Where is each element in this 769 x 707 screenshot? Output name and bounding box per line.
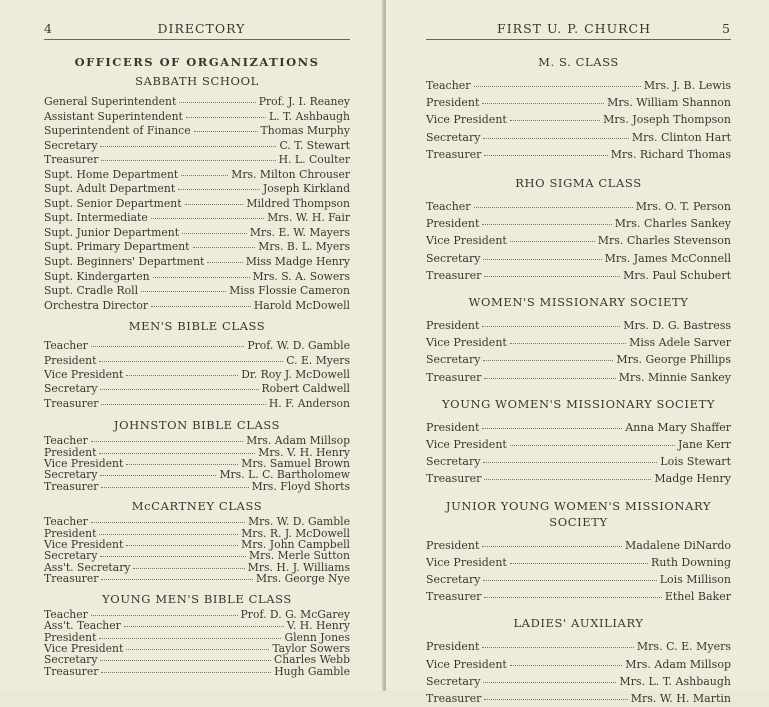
officer-role: President bbox=[426, 217, 480, 231]
section-men-s-bible-class bbox=[44, 318, 350, 411]
dot-leader bbox=[141, 291, 226, 292]
officer-name: Lois Millison bbox=[659, 573, 731, 587]
officer-role: Supt. Primary Department bbox=[44, 240, 190, 254]
officer-entry bbox=[426, 146, 731, 163]
section-title: RHO SIGMA CLASS bbox=[515, 176, 642, 191]
officer-entry bbox=[426, 232, 731, 249]
officer-entry bbox=[426, 656, 731, 673]
dot-leader bbox=[207, 262, 242, 263]
officer-name: Hugh Gamble bbox=[274, 664, 350, 678]
dot-leader bbox=[101, 160, 275, 161]
officer-name: Miss Flossie Cameron bbox=[229, 284, 350, 298]
dot-leader bbox=[100, 660, 271, 661]
officer-name: L. T. Ashbaugh bbox=[269, 109, 350, 123]
officer-role: Treasurer bbox=[44, 572, 99, 586]
section-ladies-auxiliary bbox=[426, 615, 731, 707]
officer-name: Joseph Kirkland bbox=[262, 182, 350, 196]
officer-role: Teacher bbox=[44, 515, 88, 529]
officer-name: Mrs. W. D. Gamble bbox=[248, 515, 350, 529]
section-title: LADIES' AUXILIARY bbox=[513, 616, 644, 631]
dot-leader bbox=[100, 389, 258, 390]
officer-name: Mrs. E. W. Mayers bbox=[249, 225, 350, 239]
officer-role: Secretary bbox=[44, 468, 98, 482]
dot-leader bbox=[483, 580, 656, 581]
officer-role: Supt. Beginners' Department bbox=[44, 255, 205, 269]
officer-role: Teacher bbox=[426, 79, 471, 92]
officer-role: Secretary bbox=[426, 674, 481, 688]
officer-name: Prof. D. G. McGarey bbox=[240, 607, 350, 621]
section-title: McCARTNEY CLASS bbox=[131, 499, 263, 514]
dot-leader bbox=[193, 247, 256, 248]
officer-entry bbox=[44, 240, 350, 255]
right-running-title: FIRST U. P. CHURCH bbox=[497, 21, 651, 36]
officer-name: Mrs. John Campbell bbox=[241, 538, 350, 552]
dot-leader bbox=[151, 306, 251, 307]
section-title: JOHNSTON BIBLE CLASS bbox=[113, 418, 281, 433]
officer-entry bbox=[426, 94, 731, 111]
officer-name: Madge Henry bbox=[654, 472, 731, 486]
officer-name: Mrs. Minnie Sankey bbox=[618, 370, 731, 384]
officer-name: Mrs. Merle Sutton bbox=[249, 549, 350, 563]
dot-leader bbox=[178, 189, 260, 190]
officer-entry bbox=[44, 368, 350, 382]
officer-name: Madalene DiNardo bbox=[625, 538, 731, 552]
officer-role: Teacher bbox=[426, 200, 471, 214]
officer-name: Mrs. W. H. Martin bbox=[630, 692, 731, 706]
dot-leader bbox=[483, 259, 601, 260]
officer-role: Ass't. Teacher bbox=[44, 619, 121, 633]
officer-role: Supt. Home Department bbox=[44, 167, 179, 181]
officer-role: Treasurer bbox=[44, 479, 99, 493]
officer-name: C. E. Myers bbox=[286, 353, 350, 367]
officer-name: Mrs. O. T. Person bbox=[635, 200, 731, 214]
officer-entry bbox=[426, 317, 731, 334]
dot-leader bbox=[474, 207, 633, 208]
dot-leader bbox=[482, 546, 622, 547]
section-m-s-class bbox=[426, 54, 731, 163]
officer-name: V. H. Henry bbox=[286, 619, 350, 633]
dot-leader bbox=[99, 638, 281, 639]
officer-role: Secretary bbox=[426, 130, 481, 144]
dot-leader bbox=[91, 615, 238, 616]
dot-leader bbox=[483, 462, 657, 463]
officer-name: Mrs. R. J. McDowell bbox=[241, 526, 350, 540]
right-running-head bbox=[426, 0, 731, 40]
officer-role: Vice President bbox=[426, 234, 507, 248]
officer-entry bbox=[44, 153, 350, 168]
dot-leader bbox=[126, 649, 269, 650]
officer-entry bbox=[44, 299, 350, 314]
officer-role: President bbox=[426, 420, 480, 434]
officer-role: Orchestra Director bbox=[44, 298, 149, 312]
officer-name: H. F. Anderson bbox=[268, 396, 350, 410]
officer-name: Mrs. Samuel Brown bbox=[241, 457, 350, 471]
officer-role: Treasurer bbox=[426, 590, 482, 604]
dot-leader bbox=[510, 563, 648, 564]
dot-leader bbox=[126, 545, 238, 546]
officer-name: Mrs. Charles Sankey bbox=[614, 217, 731, 231]
dot-leader bbox=[99, 534, 238, 535]
officer-entry bbox=[44, 284, 350, 299]
officer-name: Mrs. L. T. Ashbaugh bbox=[619, 674, 731, 688]
officer-entry bbox=[426, 250, 731, 267]
section-young-men-s-bible-class bbox=[44, 591, 350, 677]
dot-leader bbox=[179, 102, 255, 103]
officer-entry bbox=[426, 215, 731, 232]
officer-entry bbox=[426, 673, 731, 690]
officer-entry bbox=[44, 339, 350, 353]
officer-role: Treasurer bbox=[44, 664, 99, 678]
section-title: WOMEN'S MISSIONARY SOCIETY bbox=[468, 295, 689, 310]
officer-name: Ethel Baker bbox=[664, 590, 731, 604]
officer-name: Mrs. S. A. Sowers bbox=[252, 269, 350, 283]
officer-role: Vice President bbox=[44, 538, 124, 552]
officer-entry bbox=[426, 369, 731, 386]
dot-leader bbox=[185, 204, 244, 205]
dot-leader bbox=[153, 277, 250, 278]
dot-leader bbox=[510, 241, 595, 242]
officer-name: H. L. Coulter bbox=[278, 153, 350, 167]
officer-entry bbox=[44, 481, 350, 492]
officer-role: Vice President bbox=[44, 457, 124, 471]
right-page-number: 5 bbox=[722, 21, 731, 36]
officer-role: Supt. Intermediate bbox=[44, 211, 148, 225]
right-page bbox=[386, 0, 769, 706]
section-title: YOUNG MEN'S BIBLE CLASS bbox=[102, 591, 292, 606]
officer-entry bbox=[426, 537, 731, 554]
dot-leader bbox=[151, 218, 264, 219]
officer-entry bbox=[426, 470, 731, 487]
main-title: OFFICERS OF ORGANIZATIONS bbox=[74, 55, 320, 69]
section-mccartney-class bbox=[44, 498, 350, 584]
section-title: MEN'S BIBLE CLASS bbox=[128, 319, 266, 334]
officer-role: Teacher bbox=[44, 434, 88, 448]
officer-entry bbox=[426, 111, 731, 128]
officer-role: President bbox=[426, 96, 480, 110]
dot-leader bbox=[484, 378, 615, 379]
officer-entry bbox=[44, 255, 350, 270]
dot-leader bbox=[484, 479, 651, 480]
officer-entry bbox=[44, 197, 350, 212]
officer-role: Secretary bbox=[426, 251, 481, 265]
dot-leader bbox=[484, 597, 661, 598]
section-title: YOUNG WOMEN'S MISSIONARY SOCIETY bbox=[441, 396, 716, 411]
dot-leader bbox=[510, 120, 600, 121]
officer-role: Vice President bbox=[426, 555, 507, 569]
section-title: M. S. CLASS bbox=[538, 55, 619, 69]
officer-role: Secretary bbox=[44, 382, 98, 396]
officer-entry bbox=[426, 690, 731, 707]
officer-entry bbox=[426, 453, 731, 470]
dot-leader bbox=[182, 233, 247, 234]
officer-role: Supt. Adult Department bbox=[44, 182, 176, 196]
officer-role: Supt. Cradle Roll bbox=[44, 284, 139, 298]
officer-role: Vice President bbox=[426, 438, 507, 452]
officer-entry bbox=[426, 588, 731, 605]
dot-leader bbox=[124, 626, 284, 627]
officer-name: Mrs. D. G. Bastress bbox=[623, 319, 731, 333]
section-title: JUNIOR YOUNG WOMEN'S MISSIONARY SOCIETY bbox=[445, 498, 712, 529]
officer-entry bbox=[44, 354, 350, 368]
officer-role: President bbox=[426, 640, 480, 654]
dot-leader bbox=[91, 522, 245, 523]
officer-name: Mildred Thompson bbox=[246, 196, 350, 210]
left-running-head bbox=[44, 0, 350, 40]
officer-name: Lois Stewart bbox=[660, 455, 731, 469]
officer-name: Mrs. W. H. Fair bbox=[267, 211, 350, 225]
officer-role: Treasurer bbox=[426, 692, 482, 706]
officer-name: Thomas Murphy bbox=[260, 124, 350, 138]
officer-name: Taylor Sowers bbox=[272, 641, 350, 655]
officer-role: Secretary bbox=[44, 138, 98, 152]
officer-entry bbox=[44, 270, 350, 285]
officer-entry bbox=[426, 554, 731, 571]
dot-leader bbox=[101, 487, 248, 488]
dot-leader bbox=[483, 682, 616, 683]
officer-entry bbox=[426, 436, 731, 453]
dot-leader bbox=[482, 224, 611, 225]
officer-entry bbox=[44, 397, 350, 411]
dot-leader bbox=[510, 445, 675, 446]
officer-role: Treasurer bbox=[426, 370, 482, 384]
officer-entry bbox=[44, 168, 350, 183]
officer-name: Harold McDowell bbox=[253, 298, 350, 312]
officer-name: Mrs. Joseph Thompson bbox=[603, 113, 731, 127]
officer-entry bbox=[44, 139, 350, 154]
officer-name: C. T. Stewart bbox=[279, 138, 350, 152]
dot-leader bbox=[99, 453, 255, 454]
officer-role: President bbox=[44, 445, 97, 459]
officer-name: Mrs. Floyd Shorts bbox=[251, 479, 350, 493]
officer-role: Secretary bbox=[426, 353, 481, 367]
officer-entry bbox=[426, 638, 731, 655]
dot-leader bbox=[194, 131, 258, 132]
dot-leader bbox=[101, 672, 271, 673]
officer-name: Mrs. J. B. Lewis bbox=[643, 79, 731, 92]
officer-entry bbox=[426, 351, 731, 368]
dot-leader bbox=[484, 155, 607, 156]
dot-leader bbox=[133, 568, 244, 569]
dot-leader bbox=[482, 428, 622, 429]
officer-name: Ruth Downing bbox=[651, 555, 731, 569]
left-page-number: 4 bbox=[44, 21, 53, 36]
officer-name: Miss Madge Henry bbox=[245, 255, 350, 269]
dot-leader bbox=[181, 175, 228, 176]
officer-role: Treasurer bbox=[426, 268, 482, 282]
officer-role: General Superintendent bbox=[44, 95, 177, 108]
officer-role: Ass't. Secretary bbox=[44, 560, 131, 574]
section-rho-sigma-class bbox=[426, 175, 731, 284]
officer-role: Secretary bbox=[426, 455, 481, 469]
officer-role: Supt. Kindergarten bbox=[44, 269, 150, 283]
dot-leader bbox=[474, 86, 641, 87]
officer-role: President bbox=[44, 630, 97, 644]
dot-leader bbox=[101, 579, 253, 580]
officer-name: Mrs. James McConnell bbox=[604, 251, 731, 265]
officer-name: Mrs. V. H. Henry bbox=[258, 445, 350, 459]
officer-entry bbox=[44, 435, 350, 446]
officer-entry bbox=[44, 516, 350, 527]
right-sections bbox=[426, 54, 731, 707]
officer-name: Mrs. C. E. Myers bbox=[636, 640, 731, 654]
dot-leader bbox=[101, 404, 265, 405]
section-title: SABBATH SCHOOL bbox=[135, 74, 259, 88]
officer-role: President bbox=[44, 526, 97, 540]
officer-entry bbox=[44, 95, 350, 110]
officer-name: Mrs. H. J. Williams bbox=[247, 560, 350, 574]
officer-entry bbox=[426, 334, 731, 351]
officer-entry bbox=[44, 182, 350, 197]
dot-leader bbox=[100, 556, 246, 557]
dot-leader bbox=[100, 146, 276, 147]
dot-leader bbox=[484, 699, 627, 700]
officer-name: Dr. Roy J. McDowell bbox=[241, 368, 350, 382]
officer-role: Vice President bbox=[426, 336, 507, 350]
dot-leader bbox=[483, 138, 628, 139]
officer-role: Secretary bbox=[44, 549, 98, 563]
officer-role: President bbox=[44, 353, 97, 367]
officer-role: Superintendent of Finance bbox=[44, 124, 191, 138]
officer-name: Mrs. William Shannon bbox=[607, 96, 731, 110]
dot-leader bbox=[482, 647, 634, 648]
officer-role: Treasurer bbox=[44, 396, 99, 410]
officer-name: Mrs. Adam Millsop bbox=[625, 657, 731, 671]
officer-name: Jane Kerr bbox=[677, 438, 731, 452]
dot-leader bbox=[482, 326, 620, 327]
dot-leader bbox=[91, 441, 243, 442]
officer-name: Prof. W. D. Gamble bbox=[247, 339, 350, 353]
officer-role: Secretary bbox=[426, 573, 481, 587]
left-page bbox=[0, 0, 384, 691]
officer-entry bbox=[44, 226, 350, 241]
officer-role: Vice President bbox=[44, 368, 124, 382]
officer-entry bbox=[44, 620, 350, 631]
dot-leader bbox=[510, 665, 622, 666]
officer-role: Teacher bbox=[44, 339, 88, 353]
officer-name: Mrs. Adam Millsop bbox=[246, 434, 350, 448]
officer-role: Teacher bbox=[44, 607, 88, 621]
section-sabbath-school bbox=[44, 73, 350, 313]
dot-leader bbox=[484, 276, 620, 277]
officer-name: Prof. J. I. Reaney bbox=[258, 95, 350, 108]
section-junior-young-women-s-missionary-society bbox=[426, 498, 731, 606]
officer-role: President bbox=[426, 538, 480, 552]
section-johnston-bible-class bbox=[44, 417, 350, 492]
officer-name: Mrs. Paul Schubert bbox=[623, 268, 731, 282]
officer-name: Mrs. B. L. Myers bbox=[258, 240, 350, 254]
officer-role: Vice President bbox=[44, 641, 124, 655]
officer-entry bbox=[44, 382, 350, 396]
officer-entry bbox=[426, 198, 731, 215]
officer-entry bbox=[426, 267, 731, 284]
officer-name: Glenn Jones bbox=[284, 630, 350, 644]
officer-role: Treasurer bbox=[426, 147, 482, 161]
officer-role: Vice President bbox=[426, 113, 507, 127]
section-young-women-s-missionary-society bbox=[426, 396, 731, 488]
officer-entry bbox=[44, 666, 350, 677]
officer-entry bbox=[426, 77, 731, 94]
officer-name: Mrs. L. C. Bartholomew bbox=[219, 468, 350, 482]
officer-entry bbox=[426, 419, 731, 436]
officer-name: Miss Adele Sarver bbox=[629, 336, 731, 350]
left-running-title: DIRECTORY bbox=[157, 21, 246, 36]
dot-leader bbox=[186, 117, 266, 118]
officer-role: Treasurer bbox=[44, 153, 99, 167]
officer-entry bbox=[44, 211, 350, 226]
dot-leader bbox=[126, 464, 238, 465]
officer-name: Mrs. Milton Chrouser bbox=[231, 167, 350, 181]
officer-role: Supt. Junior Department bbox=[44, 225, 180, 239]
officer-name: Mrs. Clinton Hart bbox=[631, 130, 731, 144]
officer-role: Treasurer bbox=[426, 472, 482, 486]
officer-entry bbox=[44, 110, 350, 125]
officer-name: Mrs. George Phillips bbox=[616, 353, 731, 367]
officer-entry bbox=[426, 571, 731, 588]
dot-leader bbox=[91, 346, 245, 347]
officer-role: Secretary bbox=[44, 653, 98, 667]
officer-name: Mrs. Charles Stevenson bbox=[597, 234, 731, 248]
officer-name: Charles Webb bbox=[273, 653, 350, 667]
officer-entry bbox=[426, 129, 731, 146]
dot-leader bbox=[99, 361, 283, 362]
officer-role: Supt. Senior Department bbox=[44, 196, 182, 210]
dot-leader bbox=[100, 475, 216, 476]
dot-leader bbox=[483, 360, 613, 361]
dot-leader bbox=[510, 343, 626, 344]
dot-leader bbox=[126, 375, 238, 376]
officer-name: Mrs. George Nye bbox=[256, 572, 350, 586]
section-women-s-missionary-society bbox=[426, 294, 731, 386]
officer-role: Assistant Superintendent bbox=[44, 109, 183, 123]
officer-name: Anna Mary Shaffer bbox=[625, 420, 731, 434]
dot-leader bbox=[482, 103, 604, 104]
officer-name: Mrs. Richard Thomas bbox=[610, 147, 731, 161]
left-sections bbox=[44, 73, 350, 677]
officer-role: President bbox=[426, 319, 480, 333]
officer-role: Vice President bbox=[426, 657, 507, 671]
officer-entry bbox=[44, 124, 350, 139]
officer-entry bbox=[44, 573, 350, 584]
officer-name: Robert Caldwell bbox=[261, 382, 350, 396]
